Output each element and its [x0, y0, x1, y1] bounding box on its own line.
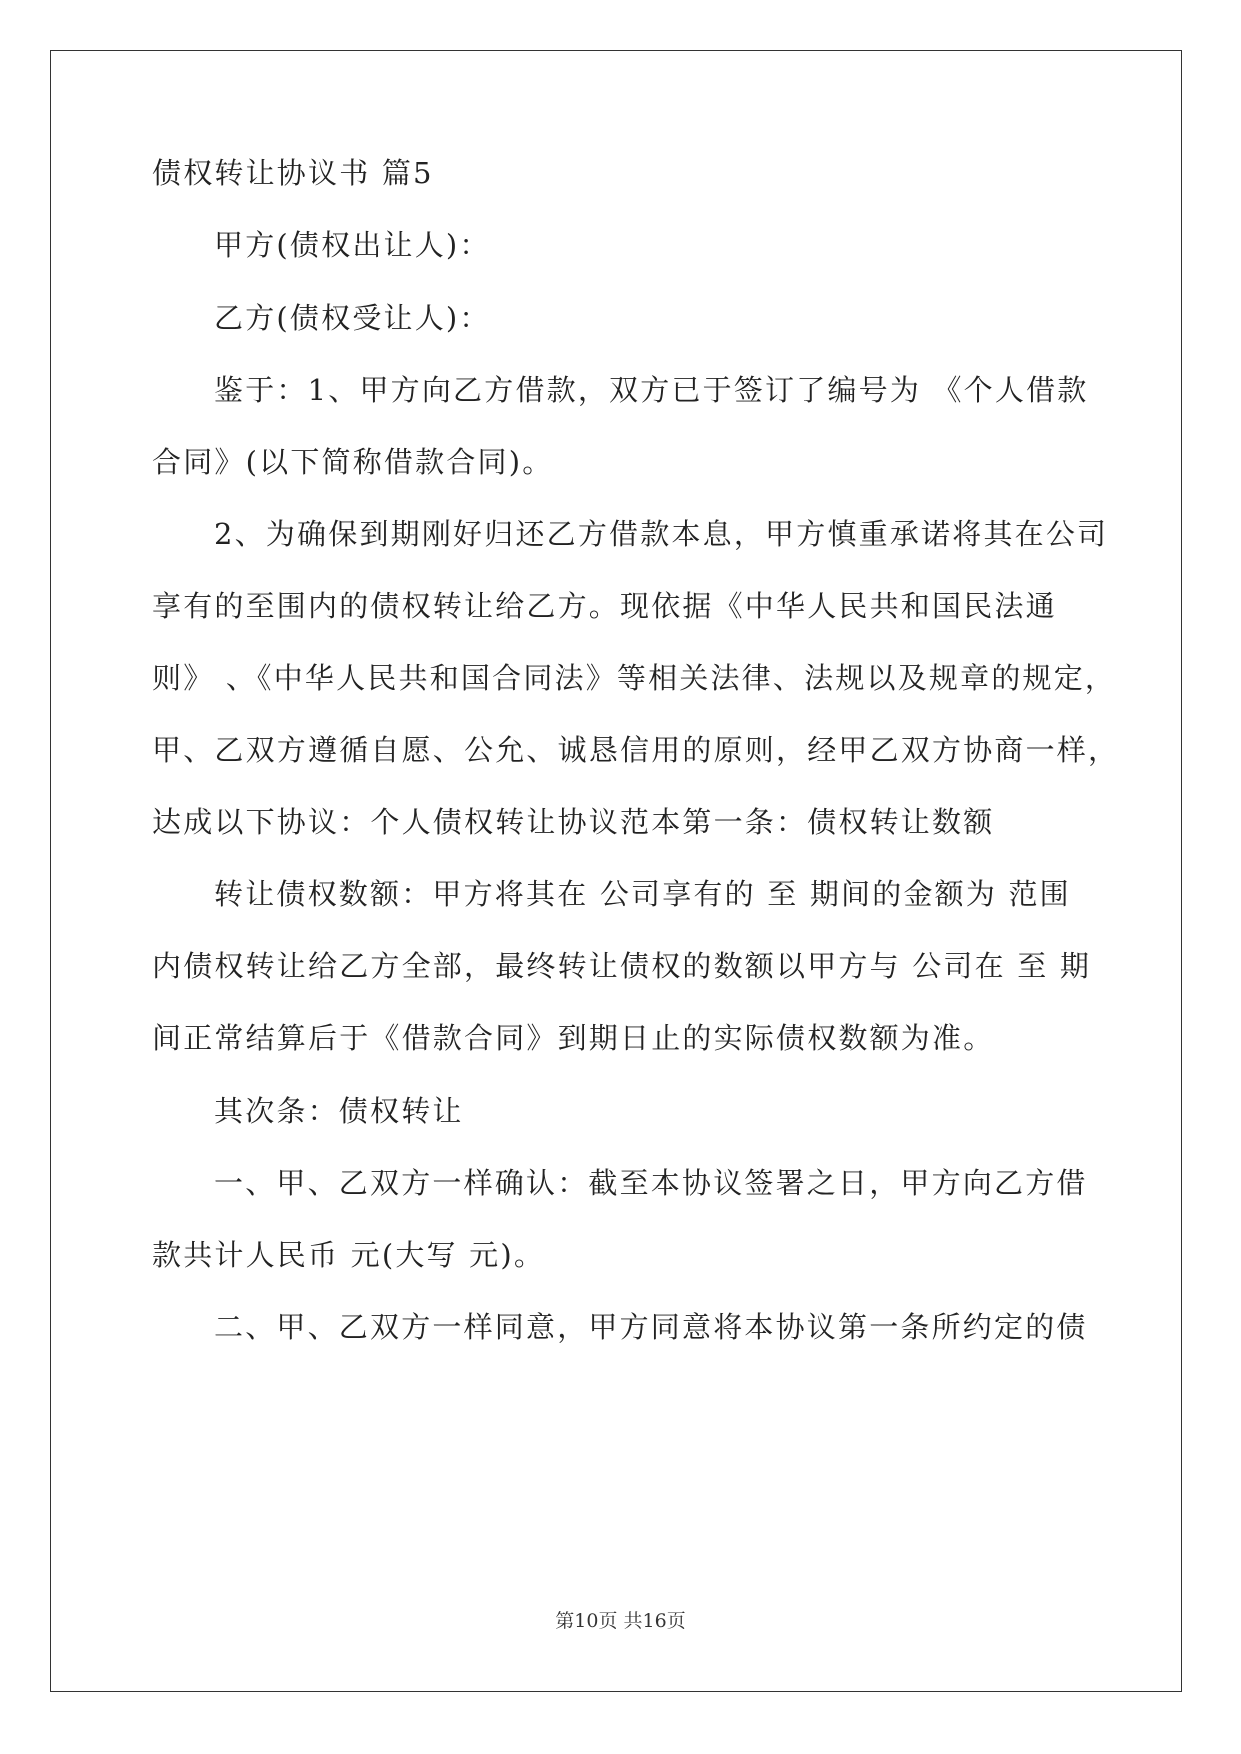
paragraph-line: 一、甲、乙双方一样确认：截至本协议签署之日，甲方向乙方借 — [214, 1166, 1088, 1200]
paragraph-line: 转让债权数额：甲方将其在 公司享有的 至 期间的金额为 范围 — [214, 877, 1071, 911]
paragraph-line: 二、甲、乙双方一样同意，甲方同意将本协议第一条所约定的债 — [214, 1310, 1088, 1344]
paragraph-line: 达成以下协议：个人债权转让协议范本第一条：债权转让数额 — [152, 805, 995, 839]
paragraph-line: 则》 、《中华人民共和国合同法》等相关法律、法规以及规章的规定， — [152, 661, 1117, 695]
paragraph-line: 内债权转让给乙方全部，最终转让债权的数额以甲方与 公司在 至 期 — [152, 949, 1092, 983]
paragraph-line: 其次条：债权转让 — [214, 1094, 464, 1128]
paragraph-line: 合同》(以下简称借款合同)。 — [152, 445, 554, 479]
paragraph-line: 鉴于：1、甲方向乙方借款，双方已于签订了编号为 《个人借款 — [214, 373, 1089, 407]
paragraph-line: 乙方(债权受让人)： — [214, 301, 491, 335]
paragraph-line: 甲、乙双方遵循自愿、公允、诚恳信用的原则，经甲乙双方协商一样， — [152, 733, 1120, 767]
page-number: 第10页 共16页 — [555, 1610, 686, 1632]
page-border — [50, 50, 1182, 1692]
document-title: 债权转让协议书 篇5 — [152, 156, 434, 190]
paragraph-line: 款共计人民币 元(大写 元)。 — [152, 1238, 546, 1272]
paragraph-line: 2、为确保到期刚好归还乙方借款本息，甲方慎重承诺将其在公司 — [214, 517, 1109, 551]
paragraph-line: 间正常结算后于《借款合同》到期日止的实际债权数额为准。 — [152, 1021, 995, 1055]
paragraph-line: 享有的至围内的债权转让给乙方。现依据《中华人民共和国民法通 — [152, 589, 1057, 623]
paragraph-line: 甲方(债权出让人)： — [214, 228, 491, 262]
